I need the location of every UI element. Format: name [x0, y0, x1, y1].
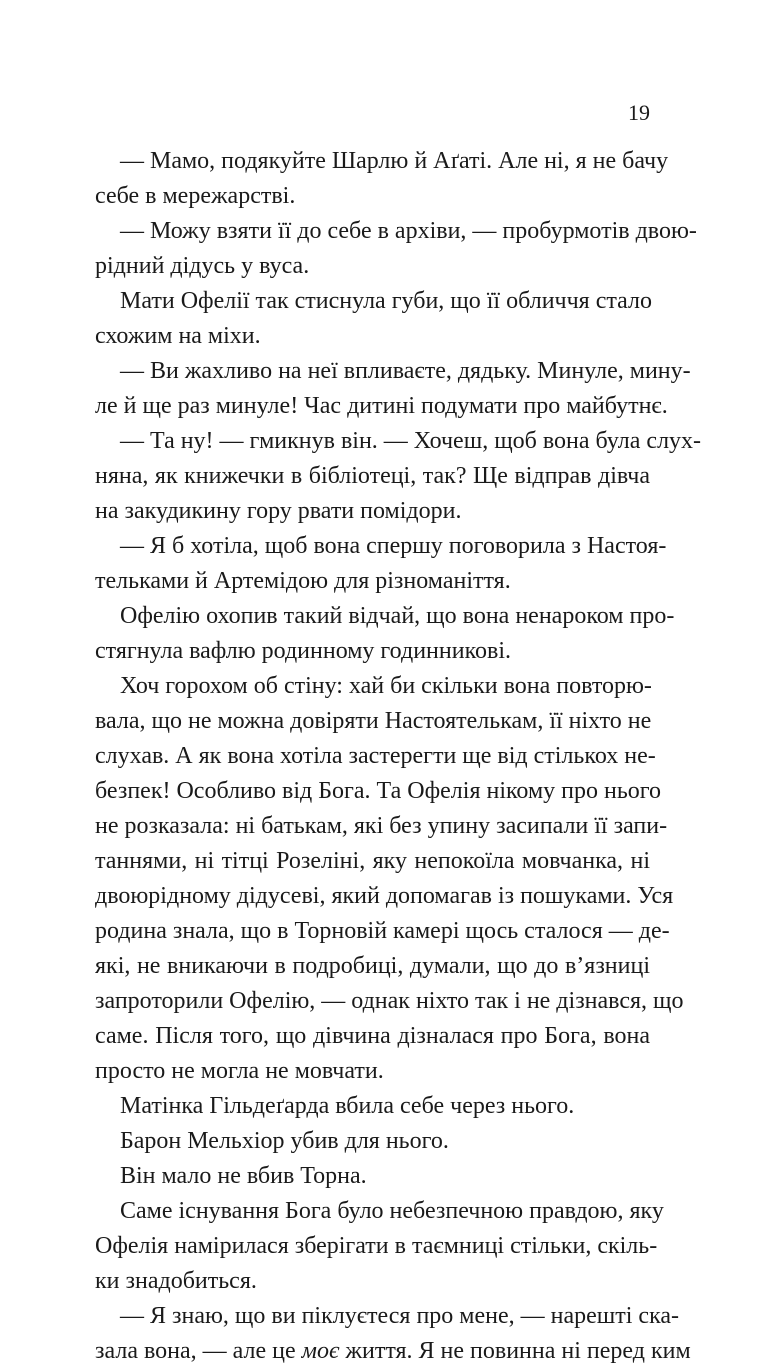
text-line: — Ви жахливо на неї впливаєте, дядьку. Минуле, мину- [120, 358, 691, 384]
text-line: запроторили Офелію, — однак ніхто так і не дізнався, що [95, 988, 684, 1014]
emphasized-word: моє [301, 1338, 340, 1364]
text-line: Матінка Гільдеґарда вбила себе через нього. [120, 1093, 575, 1119]
text-line: — Мамо, подякуйте Шарлю й Аґаті. Але ні, я не бачу [120, 148, 669, 174]
text-segment: життя. Я не повинна ні перед ким [339, 1338, 691, 1364]
text-line: стягнула вафлю родинному годинникові. [95, 638, 512, 664]
text-line: Мати Офелії так стиснула губи, що її обличчя стало [120, 288, 652, 314]
text-line: Офелію охопив такий відчай, що вона ненароком про- [120, 603, 675, 629]
text-line: безпек! Особливо від Бога. Та Офелія нікому про нього [95, 778, 662, 804]
text-line: Барон Мельхіор убив для нього. [120, 1128, 449, 1154]
text-line: просто не могла не мовчати. [95, 1058, 384, 1084]
text-line: няна, як книжечки в бібліотеці, так? Ще відправ дівча [95, 463, 650, 489]
text-line: вала, що не можна довіряти Настоятелькам, її ніхто не [95, 708, 652, 734]
text-line: ле й ще раз минуле! Час дитині подумати про майбутнє. [95, 393, 668, 419]
text-line: двоюрідному дідусеві, який допомагав із пошуками. Уся [95, 883, 674, 909]
text-line: тельками й Артемідою для різноманіття. [95, 568, 511, 594]
text-line: ки знадобиться. [95, 1268, 257, 1294]
text-line: на закудикину гору рвати помідори. [95, 498, 462, 524]
text-line: — Я знаю, що ви піклуєтеся про мене, — нарешті ска- [120, 1303, 680, 1329]
text-line: які, не вникаючи в подробиці, думали, що до в’язниці [95, 953, 650, 979]
text-line: схожим на міхи. [95, 323, 261, 349]
text-line: Офелія намірилася зберігати в таємниці стільки, скіль- [95, 1233, 658, 1259]
text-line: себе в мережарстві. [95, 183, 296, 209]
text-line: саме. Після того, що дівчина дізналася про Бога, вона [95, 1023, 650, 1049]
text-line: Саме існування Бога було небезпечною правдою, яку [120, 1198, 664, 1224]
text-body [95, 144, 702, 1369]
text-line: Хоч горохом об стіну: хай би скільки вона повторю- [120, 673, 652, 699]
text-line: рідний дідусь у вуса. [95, 253, 310, 279]
text-line: родина знала, що в Торновій камері щось сталося — де- [95, 918, 670, 944]
text-line-last [95, 1334, 691, 1369]
text-line: — Можу взяти її до себе в архіви, — пробурмотів двою- [120, 218, 697, 244]
text-line: таннями, ні тітці Розеліні, яку непокоїла мовчанка, ні [95, 848, 650, 874]
text-line: — Я б хотіла, щоб вона спершу поговорила з Настоя- [120, 533, 667, 559]
text-line: Він мало не вбив Торна. [120, 1163, 367, 1189]
page-number: 19 [628, 100, 650, 125]
text-segment: зала вона, — але це [95, 1338, 302, 1364]
text-line: — Та ну! — гмикнув він. — Хочеш, щоб вона була слух- [120, 428, 702, 454]
text-line: слухав. А як вона хотіла застерегти ще від стількох не- [95, 743, 656, 769]
text-line: не розказала: ні батькам, які без упину засипали її запи- [95, 813, 668, 839]
